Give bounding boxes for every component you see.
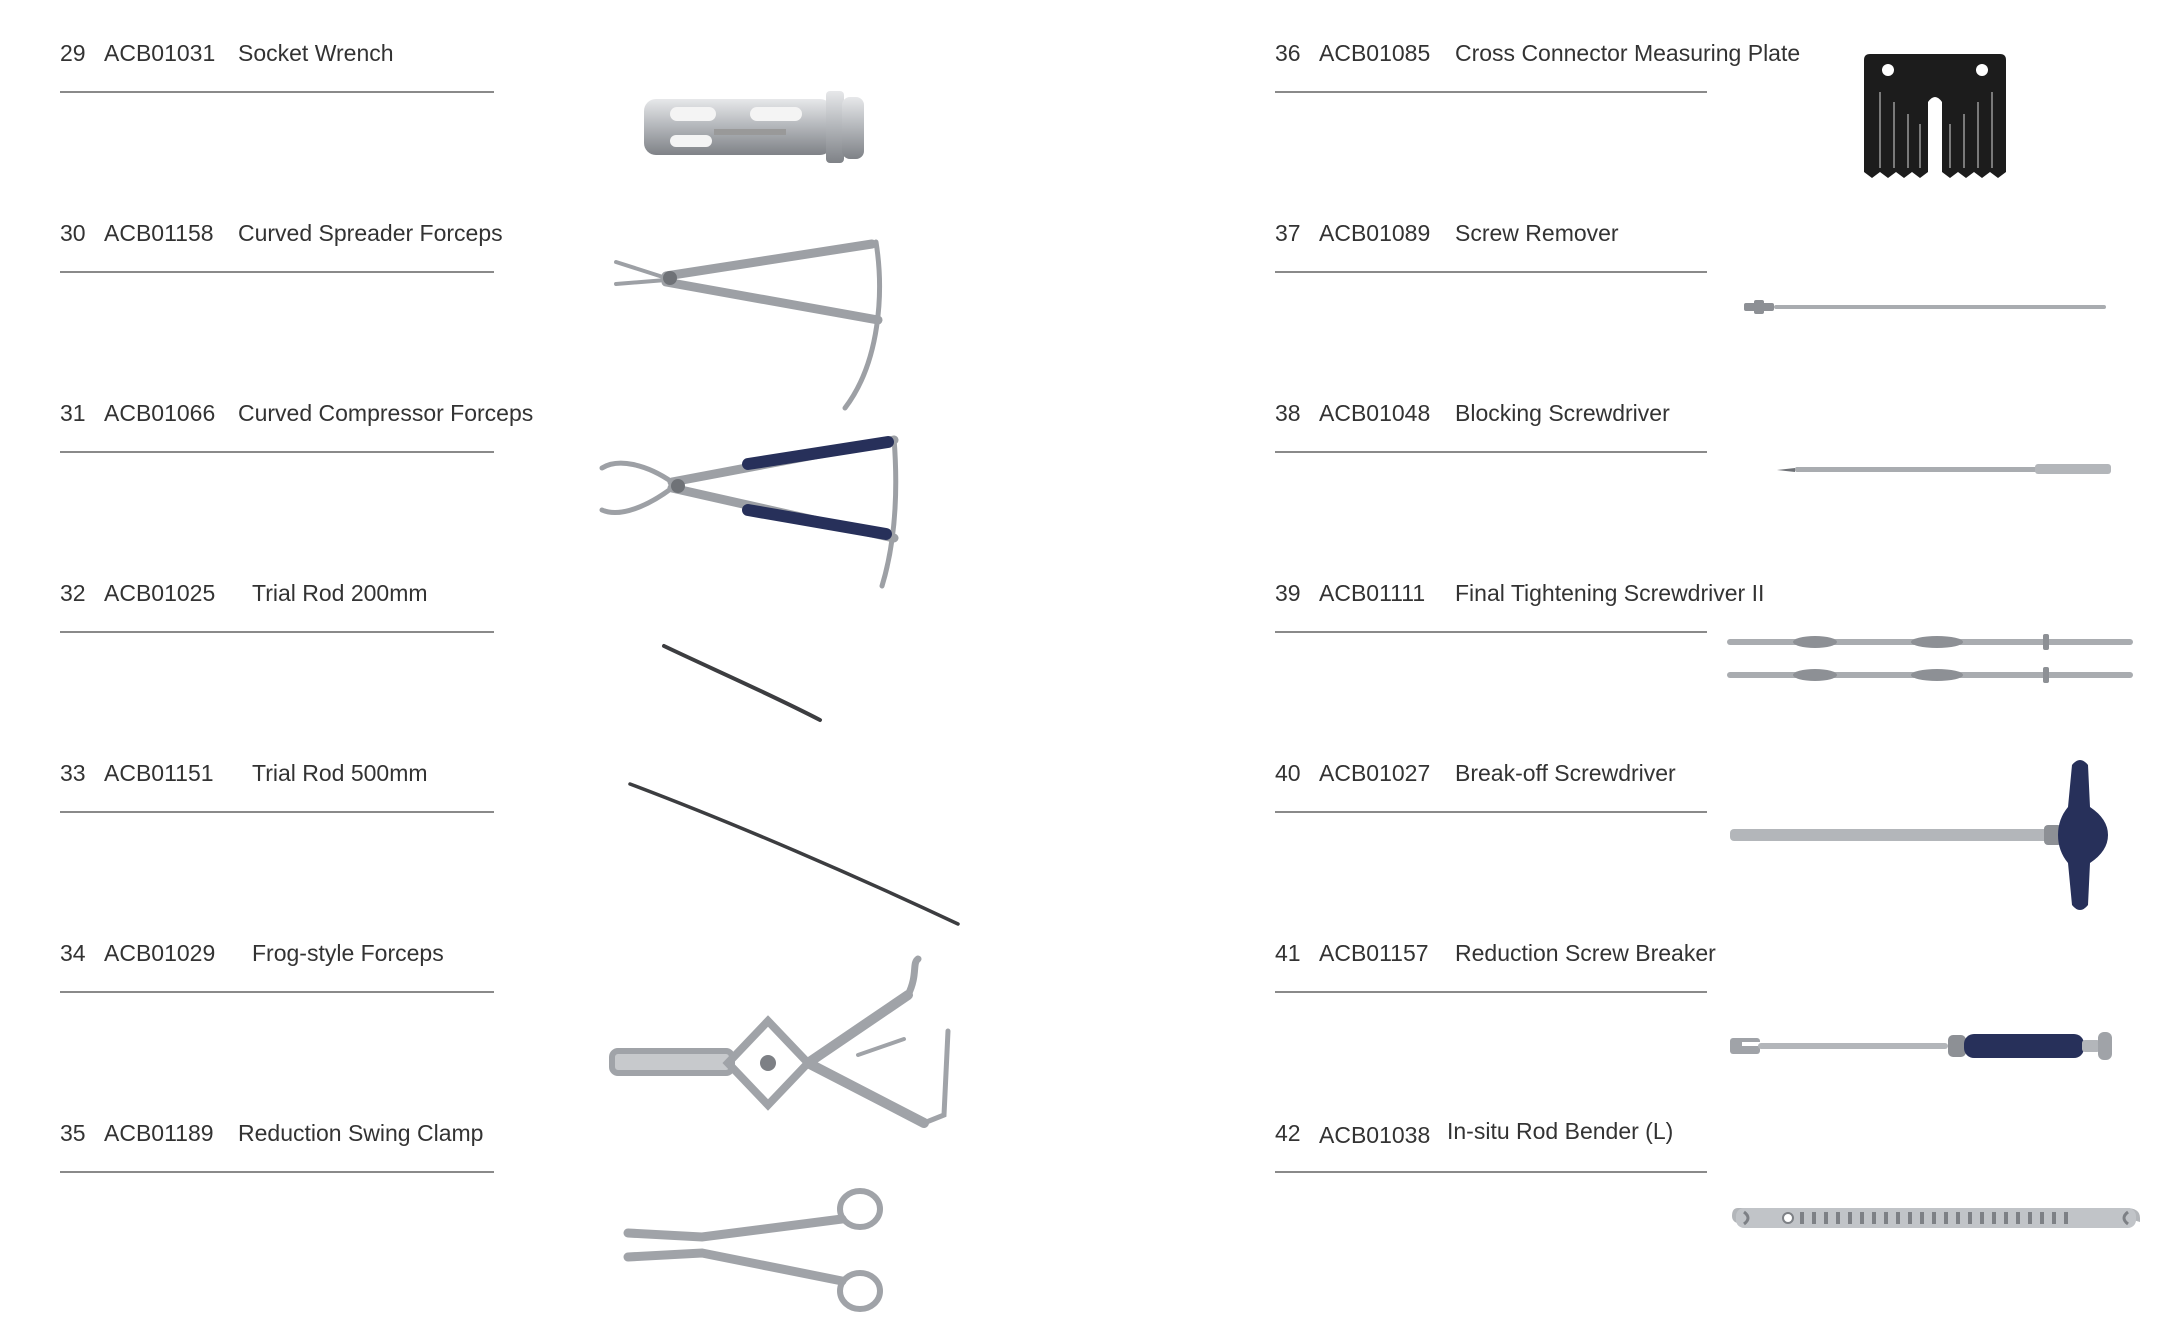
item-name: Curved Compressor Forceps [238, 400, 534, 426]
item-code: ACB01157 [1319, 940, 1429, 966]
divider [1275, 451, 1707, 453]
item-name: Reduction Screw Breaker [1455, 940, 1716, 966]
divider [1275, 1171, 1707, 1173]
rod-bender-icon [1730, 1200, 2142, 1234]
swing-clamp-icon [622, 1185, 892, 1313]
catalog-entry-38 [1275, 360, 1815, 430]
catalog-entry-30 [60, 180, 530, 250]
catalog-entry-39 [1275, 540, 1815, 610]
item-name: Final Tightening Screwdriver II [1455, 580, 1765, 606]
item-code: ACB01158 [104, 220, 214, 246]
divider [60, 271, 494, 273]
compressor-forceps-icon [598, 430, 900, 590]
blocking-screwdriver-icon [1775, 458, 2115, 478]
item-number: 39 [1275, 580, 1301, 606]
item-name: Blocking Screwdriver [1455, 400, 1670, 426]
catalog-entry-35 [60, 1080, 530, 1150]
item-code: ACB01111 [1319, 580, 1426, 606]
item-number: 29 [60, 40, 86, 66]
trial-rod-long-icon [626, 780, 962, 928]
item-code: ACB01189 [104, 1120, 214, 1146]
final-tightening-screwdriver-icon [1725, 628, 2137, 690]
item-number: 33 [60, 760, 86, 786]
divider [1275, 811, 1707, 813]
item-name: Trial Rod 200mm [252, 580, 428, 606]
divider [60, 91, 494, 93]
item-code: ACB01066 [104, 400, 216, 426]
item-number: 35 [60, 1120, 86, 1146]
socket-wrench-icon [640, 85, 870, 165]
divider [60, 631, 494, 633]
item-number: 36 [1275, 40, 1301, 66]
catalog-entry-29 [60, 0, 530, 70]
divider [60, 811, 494, 813]
item-name: Frog-style Forceps [252, 940, 444, 966]
screw-breaker-icon [1728, 1028, 2118, 1064]
item-number: 37 [1275, 220, 1301, 246]
item-number: 41 [1275, 940, 1301, 966]
catalog-entry-33 [60, 720, 530, 790]
divider [1275, 631, 1707, 633]
item-code: ACB01085 [1319, 40, 1431, 66]
catalog-entry-42 [1275, 1080, 1815, 1150]
divider [60, 451, 494, 453]
item-code: ACB01025 [104, 580, 216, 606]
item-name: Socket Wrench [238, 40, 394, 66]
item-name: Curved Spreader Forceps [238, 220, 503, 246]
catalog-entry-32 [60, 540, 530, 610]
spreader-forceps-icon [610, 232, 890, 412]
catalog-entry-36 [1275, 0, 1815, 70]
item-name: Reduction Swing Clamp [238, 1120, 484, 1146]
trial-rod-short-icon [660, 640, 824, 724]
item-name: Screw Remover [1455, 220, 1619, 246]
break-off-screwdriver-icon [1728, 755, 2118, 915]
item-name: Break-off Screwdriver [1455, 760, 1676, 786]
item-code: ACB01029 [104, 940, 216, 966]
item-name: Cross Connector Measuring Plate [1455, 40, 1801, 66]
item-number: 31 [60, 400, 86, 426]
item-number: 38 [1275, 400, 1301, 426]
item-number: 42 [1275, 1120, 1301, 1146]
item-name: In-situ Rod Bender (L) [1447, 1118, 1674, 1144]
catalog-entry-34 [60, 900, 530, 970]
item-code: ACB01151 [104, 760, 214, 786]
item-code: ACB01031 [104, 40, 216, 66]
divider [1275, 271, 1707, 273]
item-code: ACB01089 [1319, 220, 1431, 246]
screw-remover-icon [1740, 295, 2110, 319]
item-number: 30 [60, 220, 86, 246]
item-number: 32 [60, 580, 86, 606]
item-code: ACB01027 [1319, 760, 1431, 786]
item-number: 34 [60, 940, 86, 966]
item-number: 40 [1275, 760, 1301, 786]
frog-forceps-icon [608, 955, 954, 1135]
catalog-entry-37 [1275, 180, 1815, 250]
item-code: ACB01038 [1319, 1122, 1431, 1148]
divider [1275, 991, 1707, 993]
measuring-plate-icon [1860, 52, 2010, 184]
catalog-entry-31 [60, 360, 534, 430]
item-name: Trial Rod 500mm [252, 760, 428, 786]
divider [60, 991, 494, 993]
divider [60, 1171, 494, 1173]
item-code: ACB01048 [1319, 400, 1431, 426]
divider [1275, 91, 1707, 93]
